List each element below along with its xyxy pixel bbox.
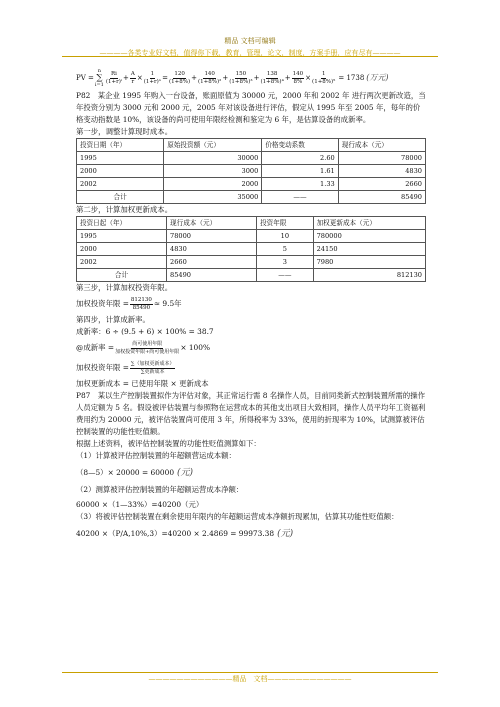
table-cell: 合计 <box>77 191 164 204</box>
pv-fraction-5: $\frac{140}{8\%}$ <box>292 70 304 85</box>
pv-fraction-3: $\frac{150}{\text{(1+8\%)³}}$ <box>229 70 253 85</box>
table-cell: 24150 <box>313 243 425 256</box>
table-header-cell: 投资日期（年） <box>77 139 164 152</box>
p87-item2: （2）测算被评估控制装置的年超额运营成本净额： <box>76 485 244 494</box>
table-cell: 2000 <box>77 165 164 178</box>
table-header-cell: 现行成本（元） <box>167 217 257 230</box>
table-header-row <box>77 139 426 152</box>
weighted-cost-table <box>76 216 426 282</box>
table-cell: 2000 <box>77 243 167 256</box>
sum-symbol: n ∑ i=1 <box>94 67 104 88</box>
pv-result: = 1738 <box>338 74 365 82</box>
p87-item2-calc: 60000 ×（1—33%）=40200（元） <box>76 500 204 509</box>
p82-step2: 第二步，计算加权更新成本。 <box>76 205 173 214</box>
header-tagline: ————各类专业好文档，值得你下载，教育，管理，论文，制度，方案手册，应有尽有———— <box>99 49 401 57</box>
newness-calc: 成新率：6 ÷ (9.5 + 6) × 100% = 38.7 <box>76 327 214 336</box>
p82-step1: 第一步，调整计算现时成本。 <box>76 127 173 136</box>
header-title: 精品 文档可编辑 <box>224 37 276 45</box>
p87-item3-calc: 40200 ×（P/A,10%,3）=40200 × 2.4869 = 99973.38 (元) <box>76 529 294 539</box>
table-cell: 1.61 <box>262 165 338 178</box>
newness-definition: @成新率 = $\frac{\text{尚可使用年限}}{\text{加权投资年限+尚可使用年限}}$ × 100% <box>76 340 210 355</box>
table-header-cell: 价格变动系数 <box>262 139 338 152</box>
table-cell: 2002 <box>77 256 167 269</box>
footer-tagline: ————————————精品 文档———————————— <box>148 675 352 683</box>
table-cell: 4830 <box>167 243 257 256</box>
table-cell: 1995 <box>77 152 164 165</box>
pv-fraction-2: $\frac{140}{\text{(1+8\%)²}}$ <box>198 70 222 85</box>
table-cell: 3 <box>257 256 314 269</box>
table-header-row <box>77 217 426 230</box>
p87-item1: （1）计算被评估控制装置的年超额营运成本额： <box>76 451 236 460</box>
table-cell: 35000 <box>164 191 262 204</box>
weighted-years-formula: 加权投资年限 = $\frac{812130}{85490}$ ≈ 9.5年 <box>76 296 182 311</box>
footer-rule <box>62 672 438 673</box>
table-header-cell: 原始投资额（元） <box>164 139 262 152</box>
table-row <box>77 243 426 256</box>
header-rule <box>62 56 438 57</box>
table-cell: 78000 <box>167 230 257 243</box>
table-cell: 4830 <box>338 165 425 178</box>
p87-item1-calc: （8—5）× 20000 = 60000 (元) <box>76 468 194 478</box>
table-cell: 85490 <box>167 269 257 282</box>
table-cell: 1.33 <box>262 178 338 191</box>
table-total-row <box>77 269 426 282</box>
table-cell: 7980 <box>313 256 425 269</box>
weighted-cost-rule: 加权更新成本 = 已使用年限 × 更新成本 <box>76 379 209 388</box>
table-cell: 2000 <box>164 178 262 191</box>
table-cell: 30000 <box>164 152 262 165</box>
pv-term-2: $\frac{A}{r}$ <box>130 70 135 85</box>
pv-formula: PV = n ∑ i=1 $\frac{Ri}{\text{(1+r)ⁱ}}$ + $\frac{A}{r}$ × $\frac{1}{\text{(1+r)ⁿ}}$ = $\frac{120}{(1+8\%)}$ + $\frac{140}{\text{(1+8\%)²}}$ + $\frac{150}{\text{(1+8\%)³}}$ + $\frac{138}{\text{(1+8\%)⁴}}$ + $\frac{140}{8\%}$ × $\frac{1}{\text{(1+8\%)⁵}}$ = 1738 (万元) <box>76 67 389 88</box>
table-cell: 10 <box>257 230 314 243</box>
table-row <box>77 152 426 165</box>
p87-item3: （3）将被评估控制装置在剩余使用年限内的年超额运营成本净额折现累加，估算其功能性贬值额： <box>76 512 399 521</box>
document-body <box>76 66 426 540</box>
table-cell: —— <box>262 191 338 204</box>
table-header-cell: 现行成本（元） <box>338 139 425 152</box>
weighted-years-definition: 加权投资年限 = $\frac{\text{∑（加权更新成本）}}{\text{∑更新成本}}$ <box>76 360 175 375</box>
table-row <box>77 256 426 269</box>
p82-step4: 第四步，计算成新率。 <box>76 315 150 324</box>
cost-table <box>76 138 426 204</box>
pv-fraction-4: $\frac{138}{\text{(1+8\%)⁴}}$ <box>260 70 284 85</box>
table-cell: 812130 <box>313 269 425 282</box>
pv-unit: (万元) <box>366 73 389 82</box>
table-cell: 2660 <box>167 256 257 269</box>
pv-term-1: $\frac{Ri}{\text{(1+r)ⁱ}}$ <box>105 70 122 85</box>
table-cell: —— <box>257 269 314 282</box>
pv-lhs: PV = <box>76 74 94 82</box>
table-cell: 1995 <box>77 230 167 243</box>
table-row <box>77 165 426 178</box>
table-cell: 780000 <box>313 230 425 243</box>
pv-fraction-6: $\frac{1}{\text{(1+8\%)⁵}}$ <box>312 70 336 85</box>
table-cell: 2.60 <box>262 152 338 165</box>
p82-problem: P82 某企业 1995 年购入一台设备，账面原值为 30000 元，2000 年和 2002 年 进行两次更新改造，当年投资分别为 3000 元和 2000 元，2005 年对该设备进行评估，假定从 1995 年至 2005 年，每年的价格变动指数是 10%，该设备的尚可使用年限经检测和鉴定为 6 年，是估算设备的成新率。 <box>76 91 426 124</box>
table-cell: 85490 <box>338 191 425 204</box>
table-row <box>77 230 426 243</box>
pv-term-3: $\frac{1}{\text{(1+r)ⁿ}}$ <box>143 70 162 85</box>
pv-fraction-1: $\frac{120}{(1+8\%)}$ <box>169 70 191 85</box>
table-header-cell: 投资年限 <box>257 217 314 230</box>
table-cell: 78000 <box>338 152 425 165</box>
p82-step3: 第三步，计算加权投资年限。 <box>76 283 173 292</box>
table-cell: 2660 <box>338 178 425 191</box>
table-header-cell: 加权更新成本（元） <box>313 217 425 230</box>
table-cell: 3000 <box>164 165 262 178</box>
table-cell: 2002 <box>77 178 164 191</box>
p87-problem: P87 某以生产控制装置拟作为评估对象，其正常运行需 8 名操作人员，目前同类新式控制装置所需的操作人员定额为 5 名。假设被评估装置与参照物在运营成本的其他支出项目大致相同，操作人员平均年工资福利费用约为 20000 元，被评估装置尚可使用 3 年，所得税率为 33%，使用的折现率为 10%，试测算被评估控制装置的功能性贬值额。 <box>76 391 426 436</box>
p87-intro: 根据上述资料，被评估控制装置的功能性贬值测算如下： <box>76 439 261 448</box>
table-cell: 合计 <box>77 269 167 282</box>
table-cell: 5 <box>257 243 314 256</box>
table-row <box>77 178 426 191</box>
table-header-cell: 投资日起（年） <box>77 217 167 230</box>
table-total-row <box>77 191 426 204</box>
